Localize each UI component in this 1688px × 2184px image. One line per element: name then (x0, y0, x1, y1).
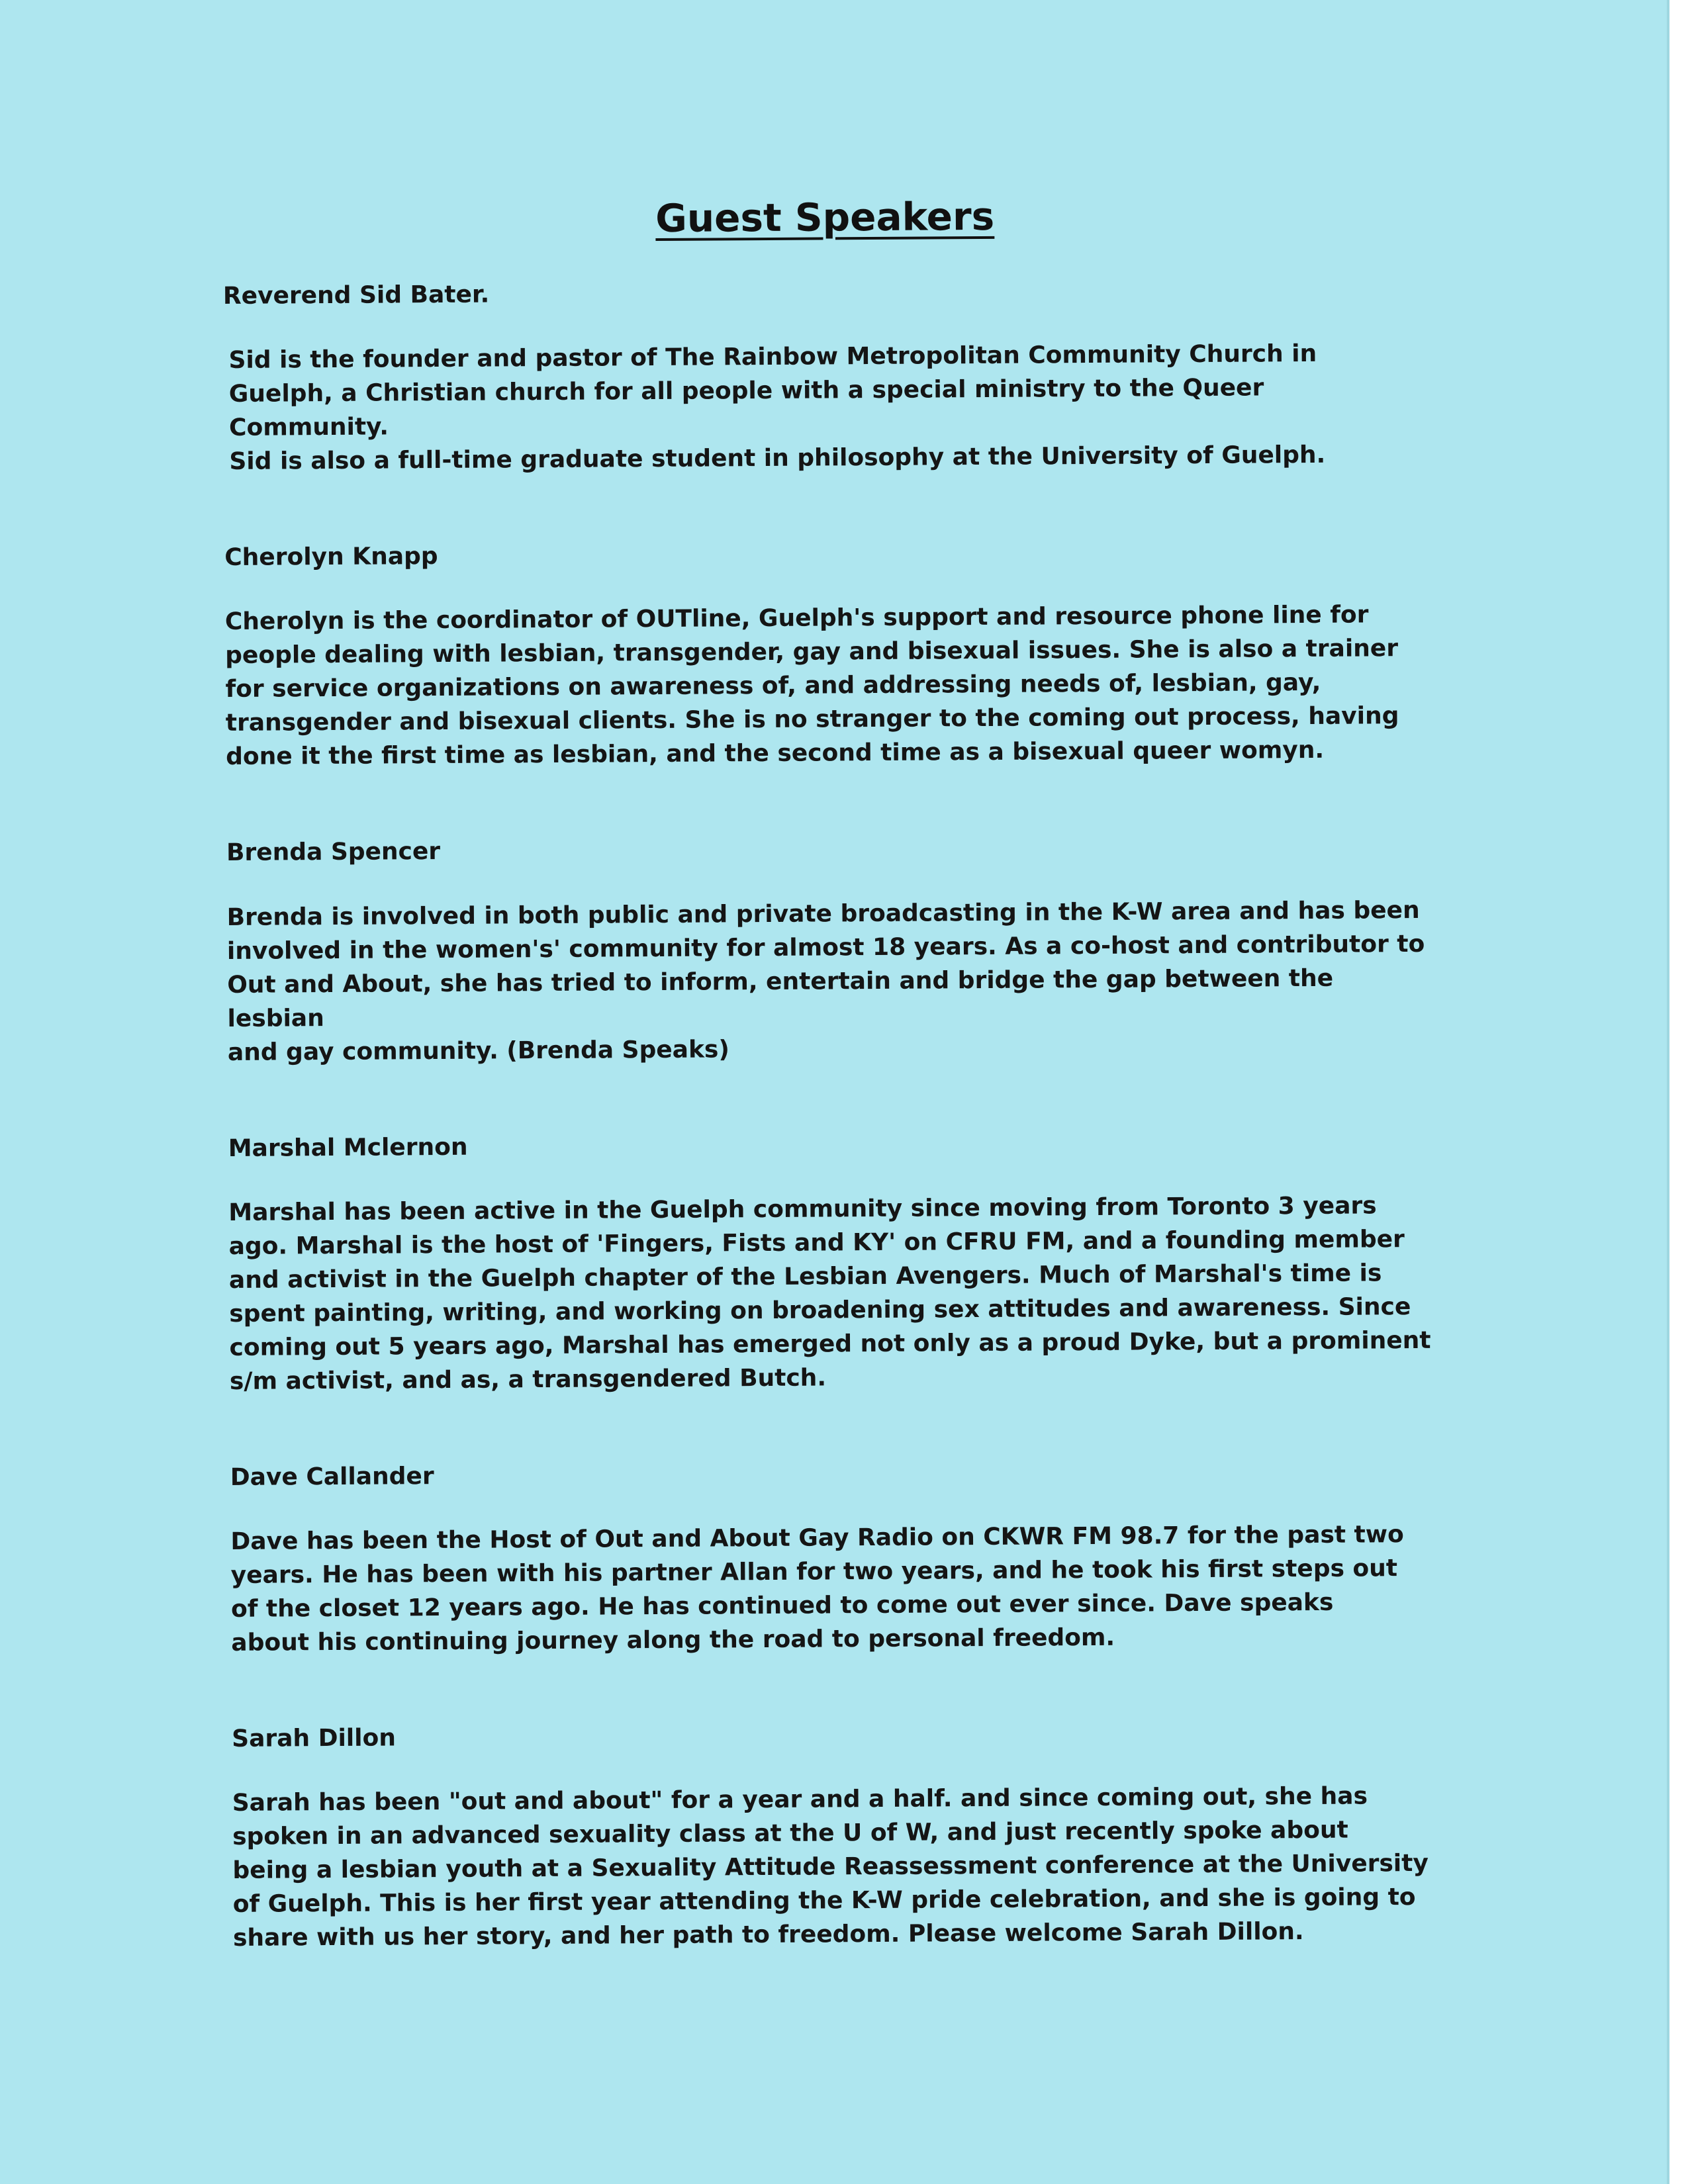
speaker-name: Dave Callander (230, 1462, 434, 1491)
speaker-bio: Brenda is involved in both public and private broadcasting in the K-W area and has been involved in the women's' community for almost 18 years. As a co-host and contributor to Out and About, she has tried to inform, entertain and bridge the gap between the lesbian and gay community. (Brenda Speaks) (226, 896, 1425, 1066)
speaker-entry-sid-bater (223, 275, 1429, 478)
speaker-entry-cherolyn-knapp (224, 536, 1430, 774)
speaker-name: Cherolyn Knapp (224, 543, 438, 572)
speaker-entry-brenda-spencer (226, 831, 1432, 1069)
speaker-bio: Sarah has been "out and about" for a year and a half. and since coming out, she has spoken in an advanced sexuality class at the U of W, and just recently spoke about being a lesbian youth at a Sexuality Attitude Reassessment conference at the University of Guelph. This is her first year attending the K-W pride celebration, and she is going to share with us her story, and her path to freedom. Please welcome Sarah Dillon. (232, 1782, 1429, 1952)
speaker-bio: Dave has been the Host of Out and About Gay Radio on CKWR FM 98.7 for the past two years. He has been with his partner Allan for two years, and he took his first steps out of the closet 12 years ago. He has continued to come out ever since. Dave speaks about his continuing journey along the road to personal freedom. (230, 1521, 1404, 1657)
speaker-entry-dave-callander (230, 1456, 1436, 1660)
speaker-bio: Cherolyn is the coordinator of OUTline, Guelph's support and resource phone line for people dealing with lesbian, transgender, gay and bisexual issues. She is also a trainer for service organizations on awareness of, and addressing needs of, lesbian, gay, transgender and bisexual clients. She is no stranger to the coming out process, having done it the first time as lesbian, and the second time as a bisexual queer womyn. (224, 601, 1399, 771)
speaker-entry-sarah-dillon (232, 1717, 1438, 1955)
speaker-name: Brenda Spencer (226, 838, 441, 867)
speaker-bio: Sid is the founder and pastor of The Rainbow Metropolitan Community Church in Guelph, a Christian church for all people with a special ministry to the Queer Community. Sid is also a full-time graduate student in philosophy at the University of Guelph. (228, 340, 1326, 476)
document-body (222, 191, 1438, 1955)
page-title: Guest Speakers (655, 193, 995, 242)
speaker-bio: Marshal has been active in the Guelph community since moving from Toronto 3 years ago. Marshal is the host of 'Fingers, Fists and KY' on CFRU FM, and a founding member and activist in the Guelph chapter of the Lesbian Avengers. Much of Marshal's time is spent painting, writing, and working on broadening sex attitudes and awareness. Since coming out 5 years ago, Marshal has emerged not only as a proud Dyke, but a prominent s/m activist, and as, a transgendered Butch. (228, 1192, 1431, 1395)
speaker-entry-marshal-mclernon (228, 1126, 1434, 1398)
speaker-name: Marshal Mclernon (228, 1133, 468, 1162)
speaker-name: Sarah Dillon (232, 1724, 397, 1752)
speaker-name: Reverend Sid Bater. (222, 281, 490, 310)
